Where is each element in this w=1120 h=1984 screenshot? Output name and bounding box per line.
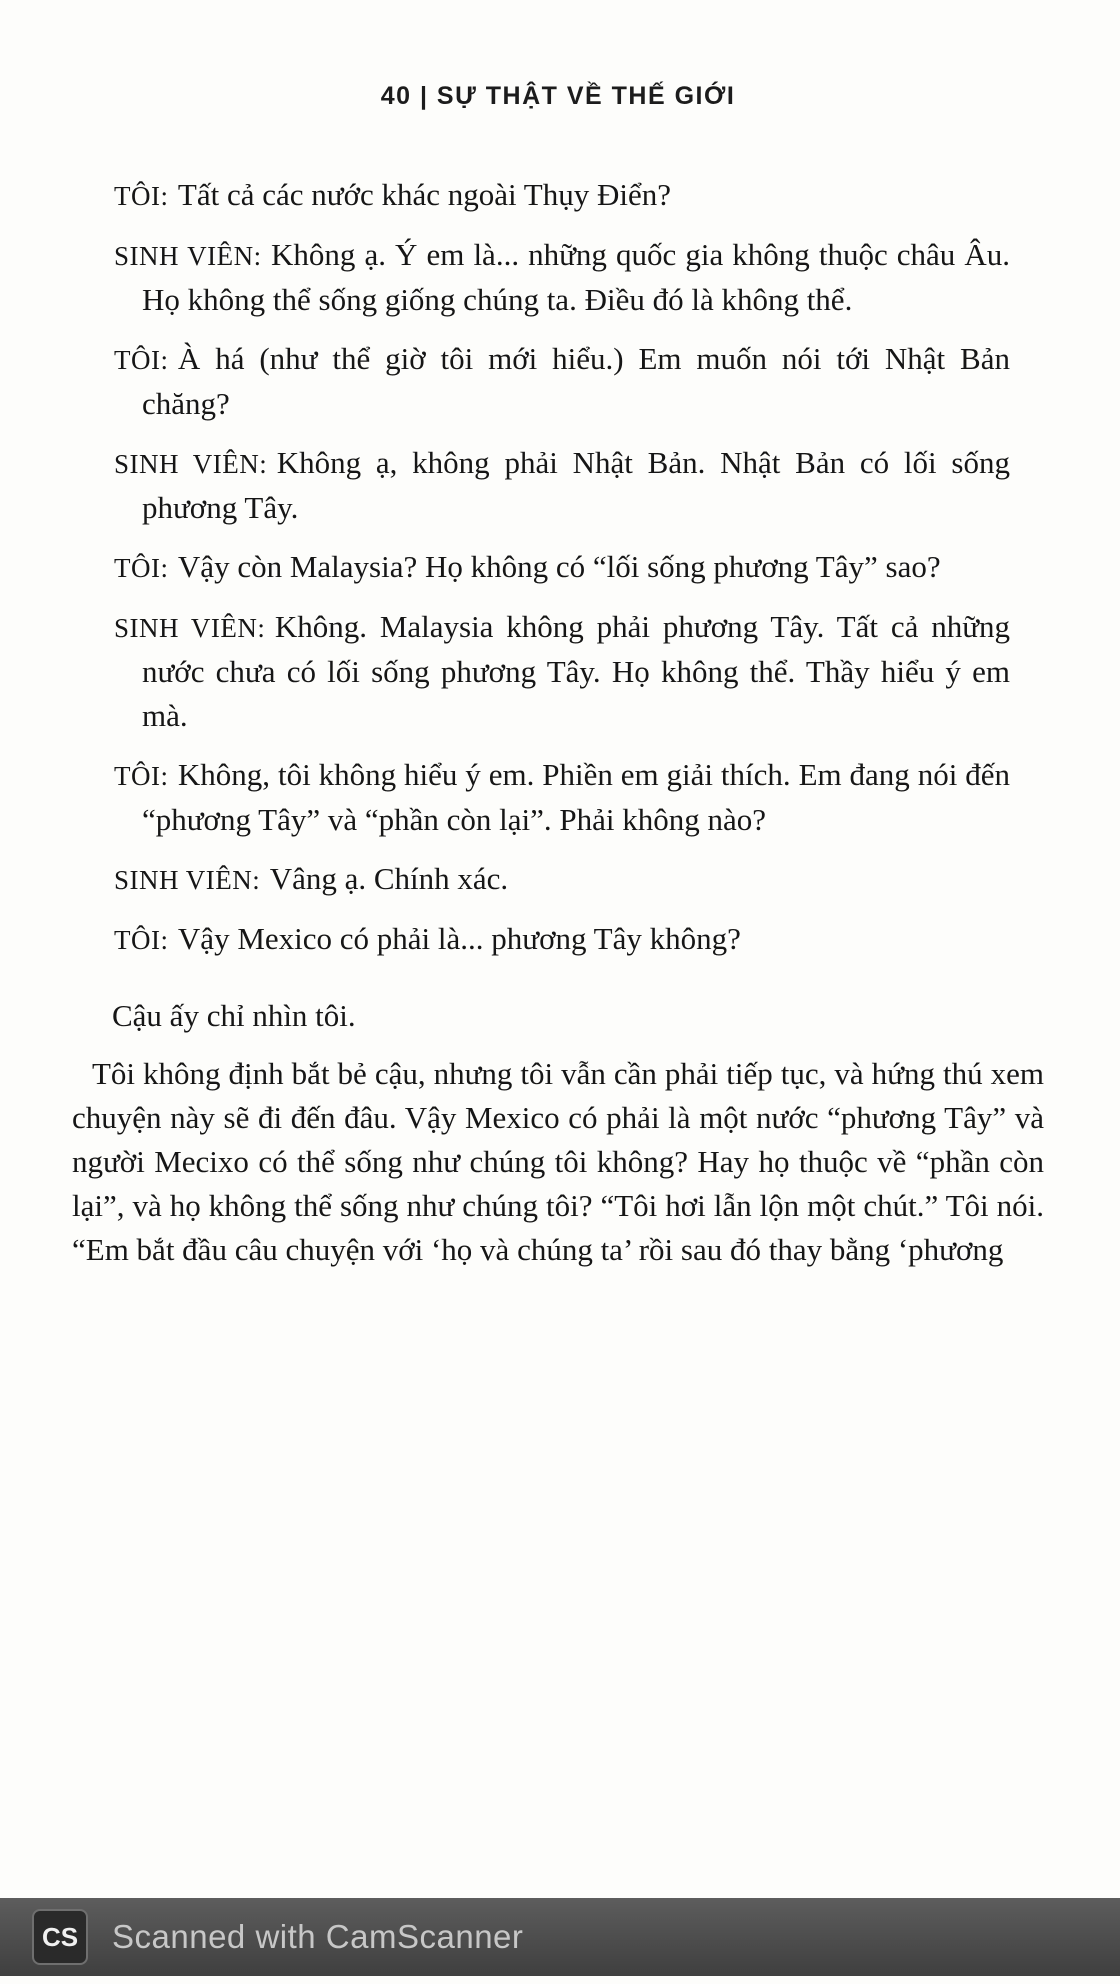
- narrative-paragraph: Tôi không định bắt bẻ cậu, nhưng tôi vẫn cần phải tiếp tục, và hứng thú xem chuyện này sẽ đi đến đâu. Vậy Mexico có phải là một nước “phương Tây” và người Mecixo có thể sống như chúng tôi không? Hay họ thuộc về “phần còn lại”, và họ không thể sống như chúng tôi? “Tôi hơi lẫn lộn một chút.” Tôi nói. “Em bắt đầu câu chuyện với ‘họ và chúng ta’ rồi sau đó thay bằng ‘phương: [72, 1056, 1044, 1267]
- dialogue-entry: [114, 545, 1010, 590]
- dialogue-section: [114, 173, 1010, 962]
- speaker-label: TÔI:: [114, 345, 169, 375]
- dialogue-entry: [114, 753, 1010, 842]
- speaker-label: TÔI:: [114, 761, 169, 791]
- dialogue-entry: [114, 857, 1010, 902]
- dialogue-entry: [114, 233, 1010, 322]
- dialogue-text: Không, tôi không hiểu ý em. Phiền em giải thích. Em đang nói đến “phương Tây” và “phần còn lại”. Phải không nào?: [142, 757, 1010, 837]
- speaker-label: SINH VIÊN:: [114, 449, 268, 479]
- page-header: 40 | SỰ THẬT VỀ THẾ GIỚI: [380, 82, 736, 110]
- dialogue-text: Không ạ, không phải Nhật Bản. Nhật Bản có lối sống phương Tây.: [142, 445, 1010, 525]
- dialogue-entry: [114, 173, 1010, 218]
- camscanner-logo: CS: [32, 1909, 88, 1965]
- dialogue-entry: [114, 605, 1010, 738]
- dialogue-text: Không. Malaysia không phải phương Tây. Tất cả những nước chưa có lối sống phương Tây. Họ không thể. Thầy hiểu ý em mà.: [142, 609, 1011, 733]
- dialogue-text: Tất cả các nước khác ngoài Thụy Điển?: [177, 177, 672, 212]
- dialogue-text: À há (như thể giờ tôi mới hiểu.) Em muốn nói tới Nhật Bản chăng?: [142, 341, 1010, 421]
- speaker-label: SINH VIÊN:: [114, 241, 262, 271]
- dialogue-text: Vậy Mexico có phải là... phương Tây không?: [177, 921, 741, 956]
- speaker-label: SINH VIÊN:: [114, 613, 266, 643]
- dialogue-text: Vậy còn Malaysia? Họ không có “lối sống phương Tây” sao?: [177, 549, 941, 584]
- speaker-label: TÔI:: [114, 181, 169, 211]
- camscanner-text: Scanned with CamScanner: [112, 1918, 524, 1955]
- speaker-label: SINH VIÊN:: [114, 865, 261, 895]
- narrative-section: [72, 994, 1044, 1272]
- speaker-label: TÔI:: [114, 925, 169, 955]
- speaker-label: TÔI:: [114, 553, 169, 583]
- dialogue-text: Vâng ạ. Chính xác.: [269, 861, 509, 896]
- narrative-lead: Cậu ấy chỉ nhìn tôi.: [112, 998, 356, 1033]
- dialogue-entry: [114, 337, 1010, 426]
- camscanner-footer-bar: [0, 1898, 1120, 1976]
- dialogue-entry: [114, 917, 1010, 962]
- dialogue-entry: [114, 441, 1010, 530]
- dialogue-text: Không ạ. Ý em là... những quốc gia không thuộc châu Âu. Họ không thể sống giống chúng ta. Điều đó là không thể.: [142, 237, 1010, 317]
